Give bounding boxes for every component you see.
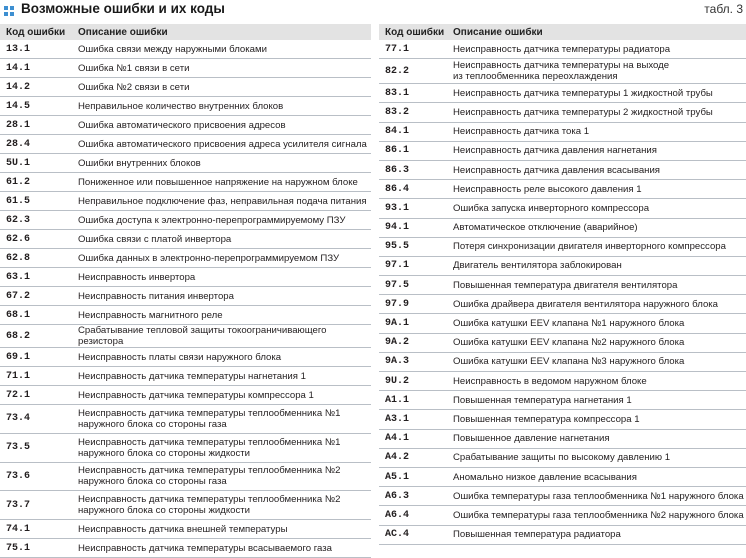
error-code: 14.2 (0, 78, 72, 97)
error-description: Ошибка автоматического присвоения адресов (72, 116, 371, 135)
error-description: Повышенная температура двигателя вентилятора (447, 276, 746, 295)
error-code: 68.1 (0, 306, 72, 325)
error-code: 14.1 (0, 59, 72, 78)
error-description: Неисправность датчика температуры теплообменника №2 наружного блока со стороны газа (72, 463, 371, 492)
table-row (379, 276, 746, 295)
error-code: 83.2 (379, 103, 447, 122)
table-row (0, 367, 371, 386)
table-row (379, 40, 746, 59)
table-row (0, 154, 371, 173)
table-row (0, 230, 371, 249)
table-row (0, 40, 371, 59)
table-row (379, 391, 746, 410)
error-code: 72.1 (0, 386, 72, 405)
error-code: 62.3 (0, 211, 72, 230)
error-description: Неисправность инвертора (72, 268, 371, 287)
error-code: 5U.1 (0, 154, 72, 173)
table-row (0, 463, 371, 492)
error-description: Неисправность датчика температуры теплообменника №2 наружного блока со стороны жидкости (72, 491, 371, 520)
error-description: Неисправность датчика тока 1 (447, 123, 746, 142)
error-description: Ошибка связи между наружными блоками (72, 40, 371, 59)
error-code: 9U.2 (379, 372, 447, 391)
error-description: Ошибка связи с платой инвертора (72, 230, 371, 249)
error-description: Ошибка №2 связи в сети (72, 78, 371, 97)
error-description: Неправильное подключение фаз, неправильная подача питания (72, 192, 371, 211)
error-code: AC.4 (379, 526, 447, 545)
column-header-description: Описание ошибки (72, 24, 371, 40)
error-description: Ошибка драйвера двигателя вентилятора наружного блока (447, 295, 746, 314)
error-code: 68.2 (0, 325, 72, 348)
error-code: 71.1 (0, 367, 72, 386)
error-description: Ошибка автоматического присвоения адреса усилителя сигнала (72, 135, 371, 154)
table-row (0, 491, 371, 520)
error-description: Неисправность датчика температуры теплообменника №1 наружного блока со стороны газа (72, 405, 371, 434)
table-row (379, 142, 746, 161)
error-description: Неисправность датчика давления всасывания (447, 161, 746, 180)
error-code: 86.1 (379, 142, 447, 161)
error-description: Повышенная температура радиатора (447, 526, 746, 545)
error-code: 97.9 (379, 295, 447, 314)
error-description: Ошибки внутренних блоков (72, 154, 371, 173)
table-row (379, 161, 746, 180)
table-row (379, 314, 746, 333)
table-number: табл. 3 (704, 2, 743, 16)
error-code: 73.4 (0, 405, 72, 434)
error-code: 61.2 (0, 173, 72, 192)
column-header-code: Код ошибки (0, 24, 72, 40)
error-code: 61.5 (0, 192, 72, 211)
error-description: Неисправность датчика температуры 2 жидкостной трубы (447, 103, 746, 122)
table-row (379, 506, 746, 525)
table-row (0, 386, 371, 405)
error-code: 9A.3 (379, 353, 447, 372)
table-row (379, 372, 746, 391)
error-description: Ошибка запуска инверторного компрессора (447, 199, 746, 218)
table-row (0, 135, 371, 154)
error-description: Повышенная температура компрессора 1 (447, 410, 746, 429)
table-row (0, 520, 371, 539)
table-title: Возможные ошибки и их коды (21, 1, 225, 16)
error-code: A6.4 (379, 506, 447, 525)
table-row (379, 334, 746, 353)
table-row (379, 410, 746, 429)
table-row (379, 257, 746, 276)
error-code: 95.5 (379, 238, 447, 257)
table-row (0, 539, 371, 558)
error-description: Пониженное или повышенное напряжение на наружном блоке (72, 173, 371, 192)
error-code: A4.2 (379, 449, 447, 468)
error-code: 63.1 (0, 268, 72, 287)
table-row (379, 219, 746, 238)
table-row (0, 192, 371, 211)
error-description: Ошибка доступа к электронно-перепрограммируемому ПЗУ (72, 211, 371, 230)
table-row (379, 123, 746, 142)
table-header (0, 0, 746, 22)
table-row (0, 348, 371, 367)
table-row (0, 306, 371, 325)
table-row (379, 449, 746, 468)
error-code: 62.6 (0, 230, 72, 249)
table-row (379, 430, 746, 449)
error-code: 69.1 (0, 348, 72, 367)
error-description: Ошибка температуры газа теплообменника №1 наружного блока (447, 487, 746, 506)
error-description: Неисправность датчика давления нагнетания (447, 142, 746, 161)
error-description: Срабатывание тепловой защиты токоограничивающего резистора (72, 325, 371, 348)
error-code: 86.4 (379, 180, 447, 199)
error-code: 97.5 (379, 276, 447, 295)
error-description: Потеря синхронизации двигателя инверторного компрессора (447, 238, 746, 257)
error-description: Ошибка катушки EEV клапана №1 наружного блока (447, 314, 746, 333)
error-code: A1.1 (379, 391, 447, 410)
error-code: 73.7 (0, 491, 72, 520)
error-description: Двигатель вентилятора заблокирован (447, 257, 746, 276)
table-row (379, 59, 746, 84)
error-description: Повышенное давление нагнетания (447, 430, 746, 449)
table-row (0, 249, 371, 268)
table-row (0, 116, 371, 135)
error-code: 84.1 (379, 123, 447, 142)
table-header-row (0, 24, 371, 40)
error-description: Неисправность датчика температуры радиатора (447, 40, 746, 59)
error-description: Неисправность датчика температуры компрессора 1 (72, 386, 371, 405)
error-code: 77.1 (379, 40, 447, 59)
table-row (379, 295, 746, 314)
error-table-left (0, 24, 371, 558)
table-row (379, 353, 746, 372)
error-code: 13.1 (0, 40, 72, 59)
error-description: Неисправность магнитного реле (72, 306, 371, 325)
table-row (379, 180, 746, 199)
error-code: A3.1 (379, 410, 447, 429)
error-code: 62.8 (0, 249, 72, 268)
error-code: 28.4 (0, 135, 72, 154)
table-row (0, 434, 371, 463)
error-description: Ошибка катушки EEV клапана №2 наружного блока (447, 334, 746, 353)
error-description: Ошибка №1 связи в сети (72, 59, 371, 78)
error-description: Неисправность датчика внешней температуры (72, 520, 371, 539)
table-row (0, 405, 371, 434)
error-rows-right (379, 40, 746, 545)
table-row (379, 468, 746, 487)
error-code: 9A.2 (379, 334, 447, 353)
column-header-code: Код ошибки (379, 24, 447, 40)
table-row (0, 211, 371, 230)
table-row (379, 526, 746, 545)
error-description: Неисправность питания инвертора (72, 287, 371, 306)
error-description: Неправильное количество внутренних блоков (72, 97, 371, 116)
error-description: Ошибка температуры газа теплообменника №2 наружного блока (447, 506, 746, 525)
error-code: 73.6 (0, 463, 72, 492)
error-description: Неисправность реле высокого давления 1 (447, 180, 746, 199)
error-rows-left (0, 40, 371, 558)
table-row (379, 103, 746, 122)
error-description: Аномально низкое давление всасывания (447, 468, 746, 487)
error-code: 93.1 (379, 199, 447, 218)
error-description: Неисправность датчика температуры на выходе из теплообменника переохлаждения (447, 59, 746, 84)
table-row (0, 287, 371, 306)
table-row (0, 268, 371, 287)
error-code: 14.5 (0, 97, 72, 116)
table-row (0, 173, 371, 192)
table-row (379, 84, 746, 103)
error-code: A4.1 (379, 430, 447, 449)
error-code: 74.1 (0, 520, 72, 539)
error-description: Неисправность датчика температуры всасываемого газа (72, 539, 371, 558)
error-code: 94.1 (379, 219, 447, 238)
error-code: 82.2 (379, 59, 447, 84)
error-code: 67.2 (0, 287, 72, 306)
error-description: Ошибка катушки EEV клапана №3 наружного блока (447, 353, 746, 372)
column-header-description: Описание ошибки (447, 24, 746, 40)
table-row (379, 487, 746, 506)
table-row (0, 97, 371, 116)
error-description: Неисправность в ведомом наружном блоке (447, 372, 746, 391)
error-code: 83.1 (379, 84, 447, 103)
table-row (379, 199, 746, 218)
table-header-row (379, 24, 746, 40)
error-code: 75.1 (0, 539, 72, 558)
table-row (0, 78, 371, 97)
table-row (0, 325, 371, 348)
error-description: Неисправность датчика температуры нагнетания 1 (72, 367, 371, 386)
error-description: Неисправность датчика температуры теплообменника №1 наружного блока со стороны жидкости (72, 434, 371, 463)
error-code: 9A.1 (379, 314, 447, 333)
error-description: Неисправность датчика температуры 1 жидкостной трубы (447, 84, 746, 103)
table-row (0, 59, 371, 78)
error-code: A5.1 (379, 468, 447, 487)
error-description: Срабатывание защиты по высокому давлению 1 (447, 449, 746, 468)
grid-bullet-icon (4, 6, 14, 16)
error-code: 28.1 (0, 116, 72, 135)
table-row (379, 238, 746, 257)
error-code: 97.1 (379, 257, 447, 276)
error-code: 86.3 (379, 161, 447, 180)
error-description: Неисправность платы связи наружного блока (72, 348, 371, 367)
error-description: Автоматическое отключение (аварийное) (447, 219, 746, 238)
error-description: Ошибка данных в электронно-перепрограммируемом ПЗУ (72, 249, 371, 268)
error-table-right (379, 24, 746, 545)
error-code: 73.5 (0, 434, 72, 463)
error-description: Повышенная температура нагнетания 1 (447, 391, 746, 410)
error-code: A6.3 (379, 487, 447, 506)
